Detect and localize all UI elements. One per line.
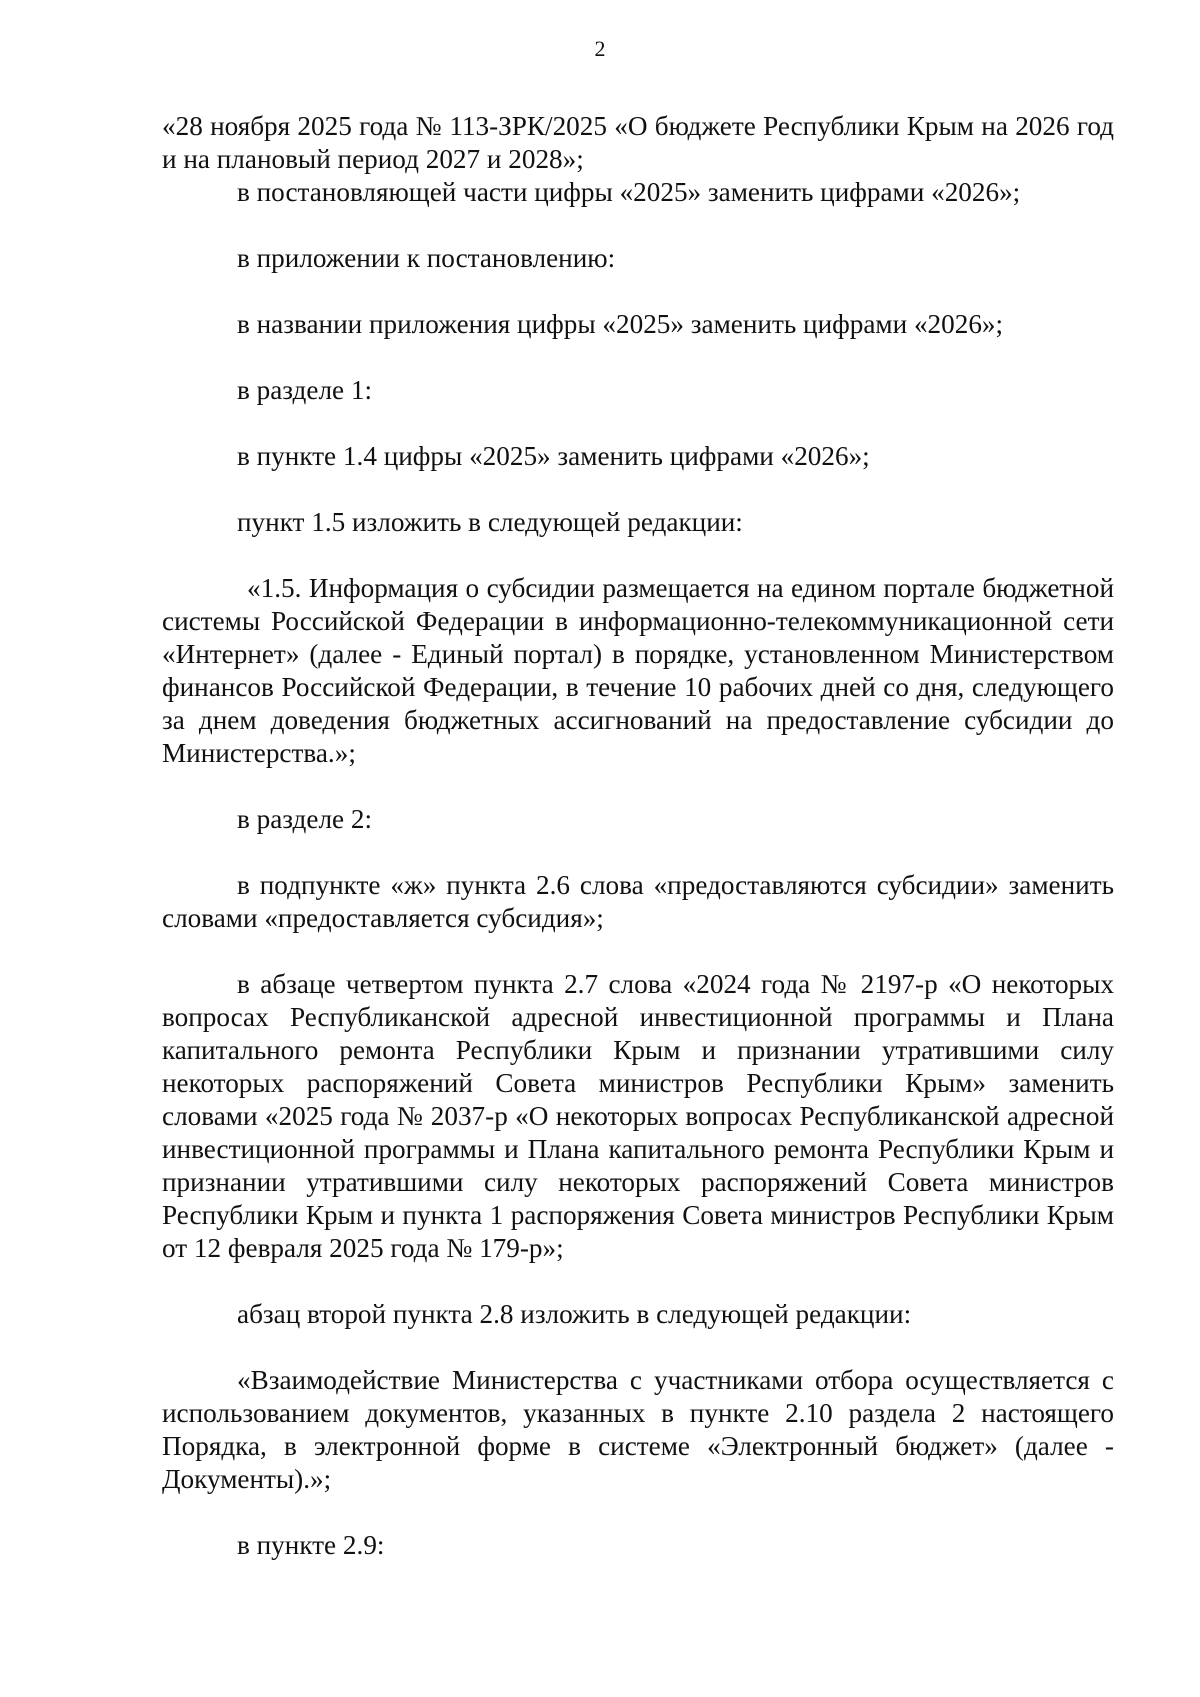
paragraph-section-1: в разделе 1: bbox=[237, 375, 373, 405]
paragraph-section-2: в разделе 2: bbox=[237, 804, 373, 834]
paragraph-item-1-4: в пункте 1.4 цифры «2025» заменить цифрами «2026»; bbox=[237, 441, 870, 471]
document-body bbox=[162, 110, 1114, 1562]
paragraph-item-2-7: в абзаце четвертом пункта 2.7 слова «2024 года № 2197-р «О некоторых вопросах Республиканской адресной инвестиционной программы и Плана капитального ремонта Республики Крым и признании утратившими силу некоторых распоряжений Совета министров Республики Крым» заменить словами «2025 года № 2037-р «О некоторых вопросах Республиканской адресной инвестиционной программы и Плана капитального ремонта Республики Крым и признании утратившими силу некоторых распоряжений Совета министров Республики Крым и пункта 1 распоряжения Совета министров Республики Крым от 12 февраля 2025 года № 179-р»; bbox=[162, 969, 1114, 1263]
paragraph-item-1-5-intro: пункт 1.5 изложить в следующей редакции: bbox=[237, 507, 743, 537]
paragraph-item-2-8-intro: абзац второй пункта 2.8 изложить в следующей редакции: bbox=[237, 1299, 912, 1329]
paragraph-annex: в приложении к постановлению: bbox=[237, 243, 616, 273]
paragraph-item-2-6: в подпункте «ж» пункта 2.6 слова «предоставляются субсидии» заменить словами «предоставляется субсидия»; bbox=[162, 870, 1114, 933]
paragraph-budget-law-reference: «28 ноября 2025 года № 113-ЗРК/2025 «О бюджете Республики Крым на 2026 год и на плановый период 2027 и 2028»; bbox=[162, 111, 1114, 174]
paragraph-annex-title: в названии приложения цифры «2025» заменить цифрами «2026»; bbox=[237, 309, 1004, 339]
paragraph-operative-part: в постановляющей части цифры «2025» заменить цифрами «2026»; bbox=[237, 177, 1021, 207]
paragraph-item-2-9: в пункте 2.9: bbox=[237, 1530, 385, 1560]
paragraph-item-1-5-text: «1.5. Информация о субсидии размещается на едином портале бюджетной системы Российской Федерации в информационно-телекоммуникационной сети «Интернет» (далее - Единый портал) в порядке, установленном Министерством финансов Российской Федерации, в течение 10 рабочих дней со дня, следующего за днем доведения бюджетных ассигнований на предоставление субсидии до Министерства.»; bbox=[162, 573, 1114, 768]
page-number: 2 bbox=[594, 36, 606, 61]
paragraph-item-2-8-text: «Взаимодействие Министерства с участниками отбора осуществляется с использованием документов, указанных в пункте 2.10 раздела 2 настоящего Порядка, в электронной форме в системе «Электронный бюджет» (далее - Документы).»; bbox=[162, 1365, 1114, 1494]
